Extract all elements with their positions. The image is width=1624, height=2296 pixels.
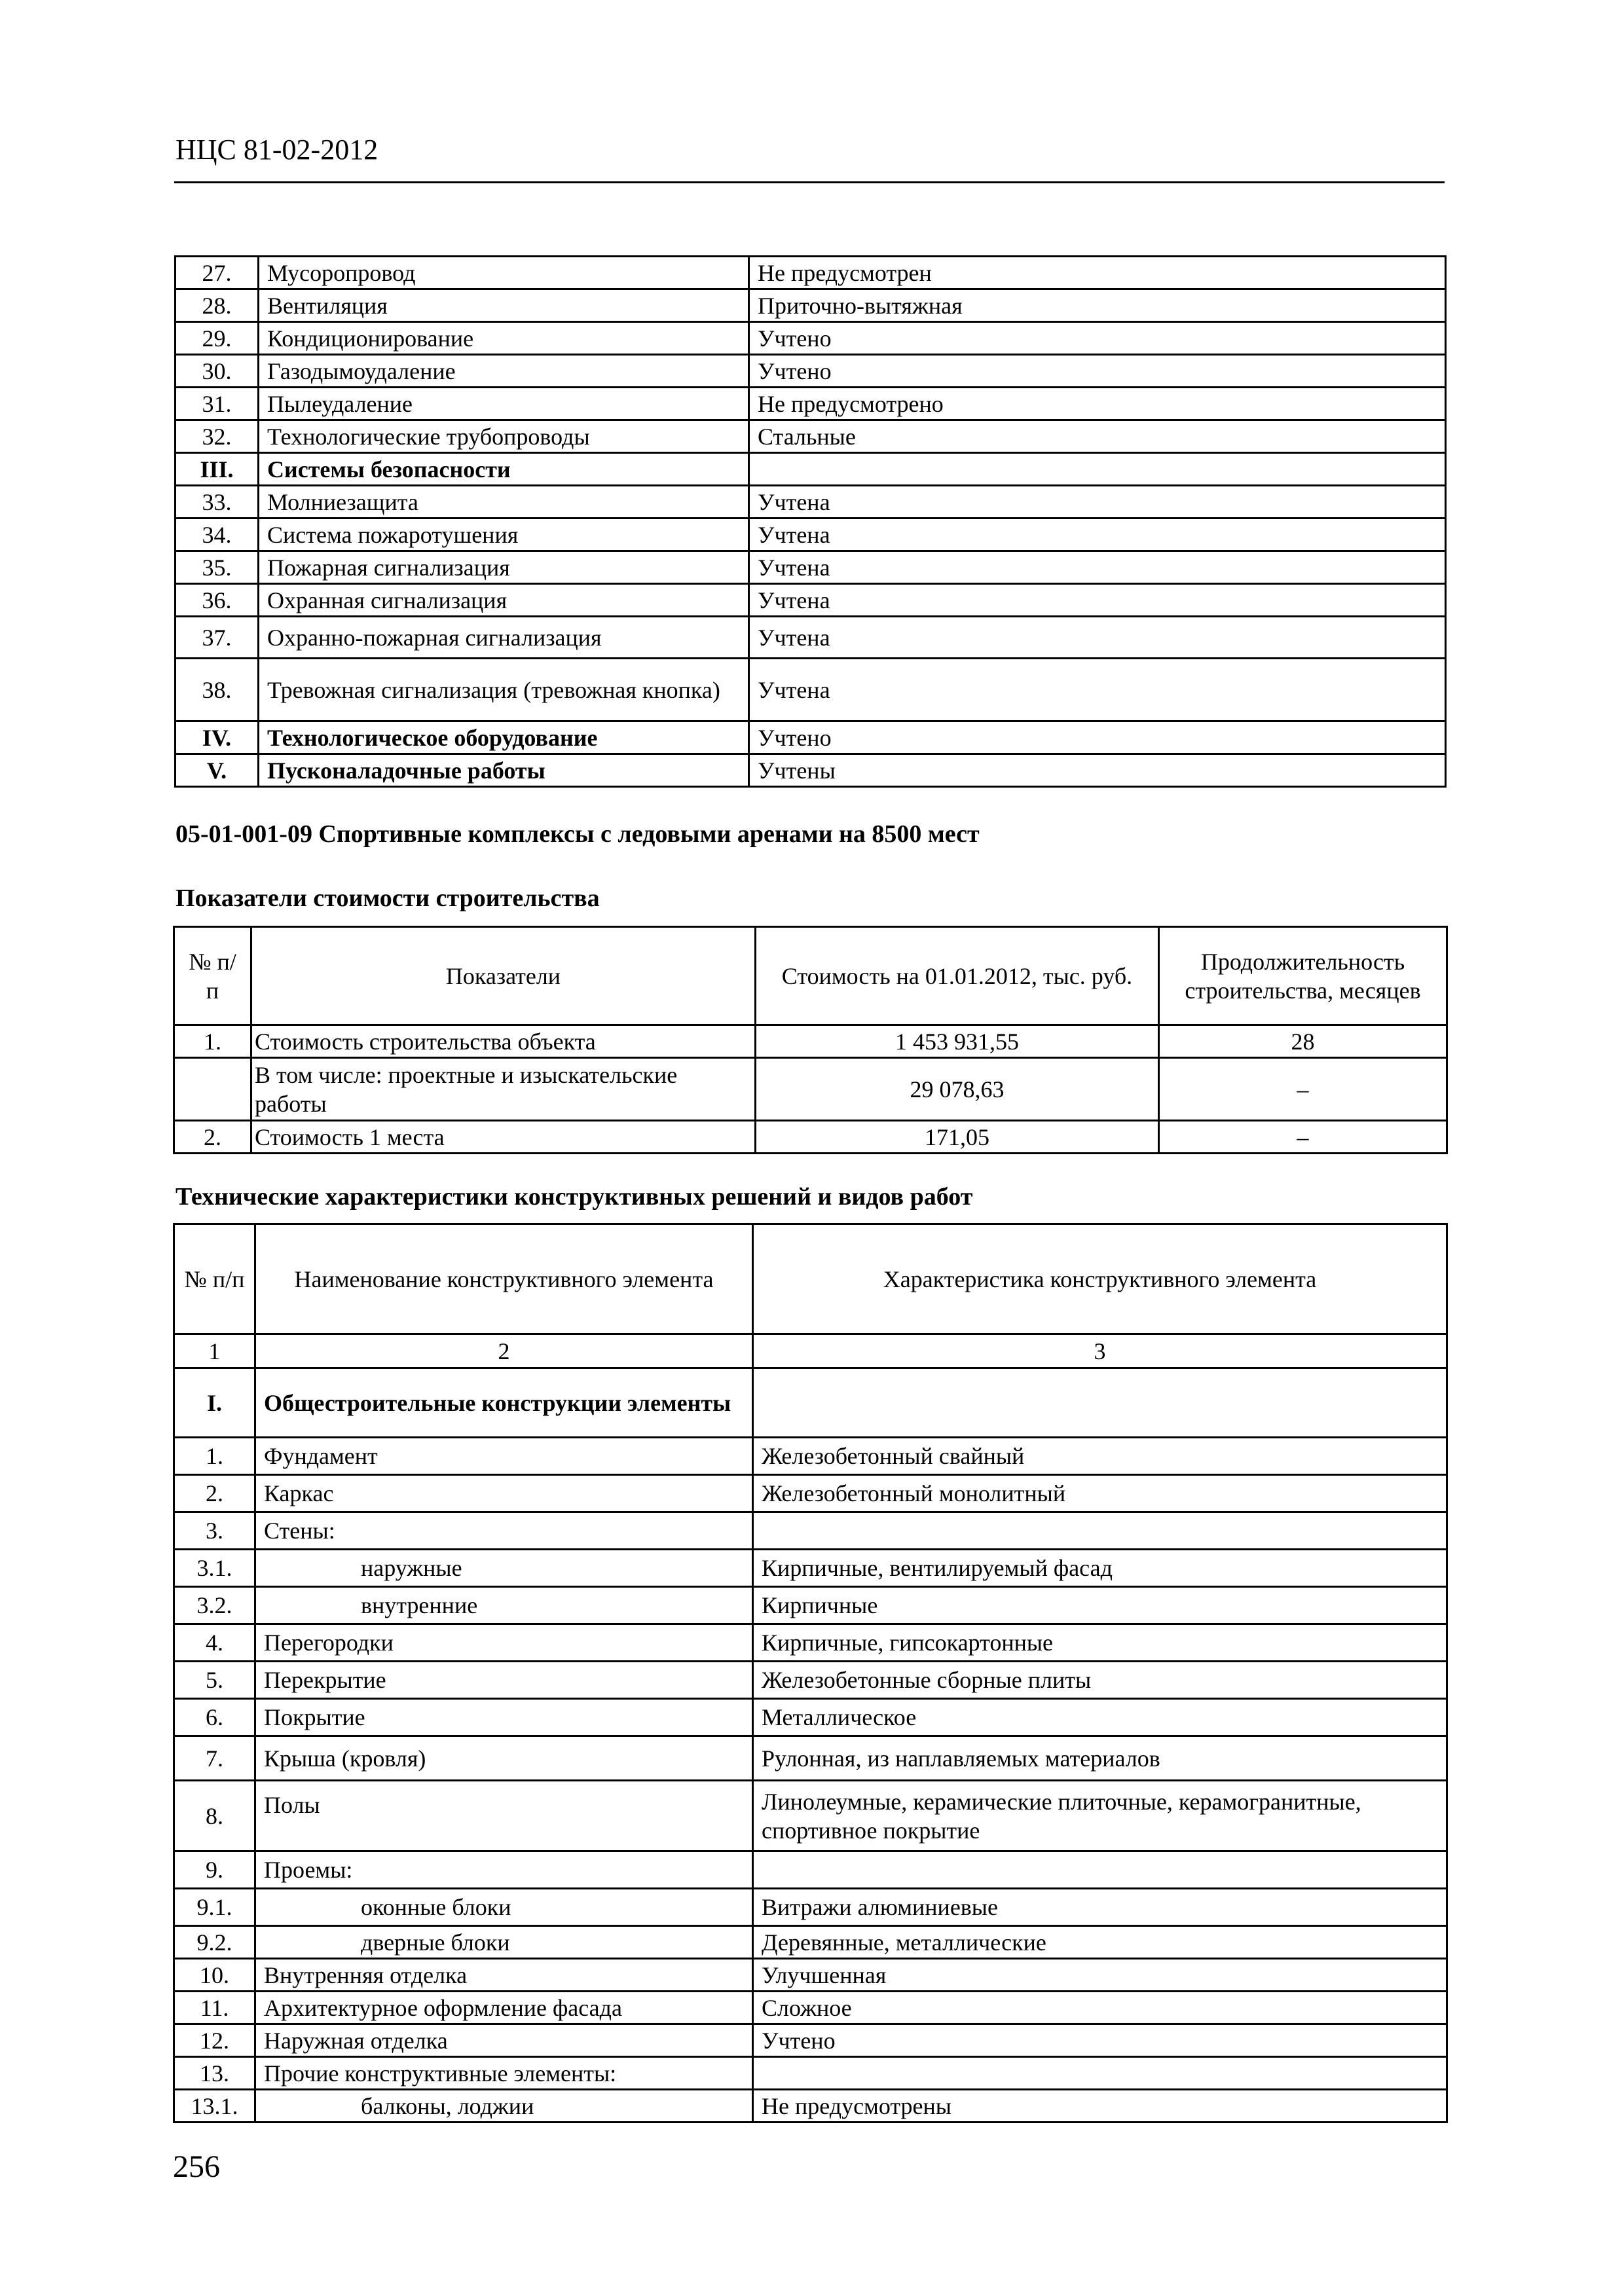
- row-name: Пожарная сигнализация: [259, 551, 749, 584]
- table-header-row: [174, 927, 1447, 1025]
- row-name: Тревожная сигнализация (тревожная кнопка): [259, 659, 749, 721]
- table-row: [174, 1851, 1447, 1889]
- table-row: [174, 2057, 1447, 2090]
- row-cost: 29 078,63: [756, 1058, 1159, 1121]
- row-name: Покрытие: [255, 1699, 753, 1736]
- row-name: Стены:: [255, 1512, 753, 1550]
- row-number: 29.: [175, 322, 259, 355]
- row-value: Не предусмотрен: [749, 257, 1446, 289]
- page-number: 256: [173, 2149, 220, 2184]
- row-number: 13.1.: [174, 2090, 255, 2123]
- row-value: Приточно-вытяжная: [749, 289, 1446, 322]
- row-name: Полы: [255, 1781, 753, 1851]
- row-value: Учтена: [749, 519, 1446, 551]
- table-row: [174, 1781, 1447, 1851]
- document-code: НЦС 81-02-2012: [175, 134, 378, 166]
- row-name: Наружная отделка: [255, 2024, 753, 2057]
- row-value: Железобетонный свайный: [753, 1438, 1447, 1475]
- row-value: Рулонная, из наплавляемых материалов: [753, 1736, 1447, 1781]
- table-header-row: [174, 1224, 1447, 1334]
- row-number: 3.2.: [174, 1587, 255, 1624]
- row-name: Стоимость 1 места: [251, 1121, 756, 1154]
- row-name: Охранно-пожарная сигнализация: [259, 617, 749, 659]
- row-number: 33.: [175, 486, 259, 519]
- row-number: IV.: [175, 721, 259, 754]
- tech-section-heading: Технические характеристики конструктивных решений и видов работ: [175, 1183, 973, 1211]
- row-value: Витражи алюминиевые: [753, 1889, 1447, 1926]
- row-number: 13.: [174, 2057, 255, 2090]
- row-number: 28.: [175, 289, 259, 322]
- row-number: 3.: [174, 1512, 255, 1550]
- row-value: Деревянные, металлические: [753, 1926, 1447, 1959]
- table-row: [175, 355, 1446, 388]
- table-row: [174, 2024, 1447, 2057]
- row-value: Кирпичные, гипсокартонные: [753, 1624, 1447, 1662]
- row-value: Учтено: [749, 355, 1446, 388]
- row-name: Стоимость строительства объекта: [251, 1025, 756, 1058]
- table-row: [174, 1926, 1447, 1959]
- row-value: Стальные: [749, 420, 1446, 453]
- row-number: 30.: [175, 355, 259, 388]
- col-header-number: № п/п: [174, 1224, 255, 1334]
- row-duration: –: [1159, 1121, 1447, 1154]
- row-number: 38.: [175, 659, 259, 721]
- table-row: [174, 1438, 1447, 1475]
- table-row: [175, 486, 1446, 519]
- cost-section-heading: Показатели стоимости строительства: [175, 884, 600, 912]
- row-name: оконные блоки: [255, 1889, 753, 1926]
- row-number: 1.: [174, 1025, 251, 1058]
- row-number: 32.: [175, 420, 259, 453]
- row-name: В том числе: проектные и изыскательские работы: [251, 1058, 756, 1121]
- row-name: балконы, лоджии: [255, 2090, 753, 2123]
- row-name: Пылеудаление: [259, 388, 749, 420]
- row-value: Сложное: [753, 1992, 1447, 2024]
- table-row: [174, 1959, 1447, 1992]
- row-cost: 1 453 931,55: [756, 1025, 1159, 1058]
- row-number: 7.: [174, 1736, 255, 1781]
- row-name: Общестроительные конструкции элементы: [255, 1368, 753, 1438]
- row-number: III.: [175, 453, 259, 486]
- row-value: Железобетонные сборные плиты: [753, 1662, 1447, 1699]
- row-value: Металлическое: [753, 1699, 1447, 1736]
- table-row: [175, 551, 1446, 584]
- row-name: Технологические трубопроводы: [259, 420, 749, 453]
- row-name: Прочие конструктивные элементы:: [255, 2057, 753, 2090]
- technical-characteristics-table: [173, 1223, 1448, 2123]
- row-number: 9.1.: [174, 1889, 255, 1926]
- column-numbers-row: [174, 1334, 1447, 1368]
- row-name: Пусконаладочные работы: [259, 754, 749, 787]
- row-name: Технологическое оборудование: [259, 721, 749, 754]
- section-row: [174, 1368, 1447, 1438]
- table-row: [174, 1550, 1447, 1587]
- row-number: 31.: [175, 388, 259, 420]
- table-row: [175, 289, 1446, 322]
- table-row: [174, 1736, 1447, 1781]
- table-row: [174, 1662, 1447, 1699]
- row-value: [753, 1368, 1447, 1438]
- table-row: [175, 659, 1446, 721]
- row-name: наружные: [255, 1550, 753, 1587]
- row-name: Каркас: [255, 1475, 753, 1512]
- row-number: 9.: [174, 1851, 255, 1889]
- row-value: [753, 1851, 1447, 1889]
- table-row: [175, 420, 1446, 453]
- row-name: дверные блоки: [255, 1926, 753, 1959]
- table-row: [174, 1587, 1447, 1624]
- row-name: Проемы:: [255, 1851, 753, 1889]
- table-row: [174, 1121, 1447, 1154]
- row-name: Газодымоудаление: [259, 355, 749, 388]
- table-row: [174, 1624, 1447, 1662]
- engineering-systems-table-continued: [174, 255, 1447, 788]
- row-value: Не предусмотрено: [749, 388, 1446, 420]
- row-value: Не предусмотрены: [753, 2090, 1447, 2123]
- row-name: Охранная сигнализация: [259, 584, 749, 617]
- table-row: [174, 1025, 1447, 1058]
- cost-indicators-table: [173, 926, 1448, 1154]
- table-row: [175, 519, 1446, 551]
- row-name: внутренние: [255, 1587, 753, 1624]
- table-row: [174, 1512, 1447, 1550]
- col-number-3: 3: [753, 1334, 1447, 1368]
- col-header-indicator: Показатели: [251, 927, 756, 1025]
- row-value: Учтены: [749, 754, 1446, 787]
- row-duration: 28: [1159, 1025, 1447, 1058]
- row-value: Кирпичные: [753, 1587, 1447, 1624]
- row-name: Вентиляция: [259, 289, 749, 322]
- col-number-2: 2: [255, 1334, 753, 1368]
- table-row: [174, 2090, 1447, 2123]
- row-number: 10.: [174, 1959, 255, 1992]
- col-header-cost: Стоимость на 01.01.2012, тыс. руб.: [756, 927, 1159, 1025]
- section-row: [175, 754, 1446, 787]
- page-header: [174, 128, 1445, 183]
- row-value: Учтена: [749, 659, 1446, 721]
- row-value: [749, 453, 1446, 486]
- section-row: [175, 721, 1446, 754]
- row-number: 37.: [175, 617, 259, 659]
- row-value: Учтена: [749, 551, 1446, 584]
- row-number: 1.: [174, 1438, 255, 1475]
- row-number: 34.: [175, 519, 259, 551]
- row-value: [753, 1512, 1447, 1550]
- row-value: Учтено: [749, 322, 1446, 355]
- row-number: 12.: [174, 2024, 255, 2057]
- row-number: 4.: [174, 1624, 255, 1662]
- row-number: 11.: [174, 1992, 255, 2024]
- row-name: Фундамент: [255, 1438, 753, 1475]
- row-value: Линолеумные, керамические плиточные, керамогранитные, спортивное покрытие: [753, 1781, 1447, 1851]
- row-name: Крыша (кровля): [255, 1736, 753, 1781]
- row-number: 9.2.: [174, 1926, 255, 1959]
- row-number: I.: [174, 1368, 255, 1438]
- col-header-element-name: Наименование конструктивного элемента: [255, 1224, 753, 1334]
- section-row: [175, 453, 1446, 486]
- row-value: Кирпичные, вентилируемый фасад: [753, 1550, 1447, 1587]
- row-value: Улучшенная: [753, 1959, 1447, 1992]
- table-row: [174, 1475, 1447, 1512]
- row-number: 3.1.: [174, 1550, 255, 1587]
- row-name: Архитектурное оформление фасада: [255, 1992, 753, 2024]
- table-row: [174, 1992, 1447, 2024]
- row-name: Кондиционирование: [259, 322, 749, 355]
- row-value: [753, 2057, 1447, 2090]
- row-name: Системы безопасности: [259, 453, 749, 486]
- col-header-duration: Продолжительность строительства, месяцев: [1159, 927, 1447, 1025]
- row-value: Учтено: [749, 721, 1446, 754]
- row-number: V.: [175, 754, 259, 787]
- table-row: [175, 388, 1446, 420]
- row-number: 2.: [174, 1121, 251, 1154]
- object-heading: 05-01-001-09 Спортивные комплексы с ледовыми аренами на 8500 мест: [175, 820, 980, 848]
- row-value: Железобетонный монолитный: [753, 1475, 1447, 1512]
- row-number: 5.: [174, 1662, 255, 1699]
- table-row: [175, 322, 1446, 355]
- col-header-characteristic: Характеристика конструктивного элемента: [753, 1224, 1447, 1334]
- row-number: [174, 1058, 251, 1121]
- col-header-number: № п/п: [174, 927, 251, 1025]
- table-row: [174, 1699, 1447, 1736]
- row-name: Внутренняя отделка: [255, 1959, 753, 1992]
- row-number: 2.: [174, 1475, 255, 1512]
- table-row: [174, 1889, 1447, 1926]
- row-value: Учтено: [753, 2024, 1447, 2057]
- row-value: Учтена: [749, 617, 1446, 659]
- row-duration: –: [1159, 1058, 1447, 1121]
- table-row: [175, 257, 1446, 289]
- row-value: Учтена: [749, 584, 1446, 617]
- row-name: Мусоропровод: [259, 257, 749, 289]
- table-row: [174, 1058, 1447, 1121]
- row-number: 35.: [175, 551, 259, 584]
- row-cost: 171,05: [756, 1121, 1159, 1154]
- row-number: 27.: [175, 257, 259, 289]
- row-name: Система пожаротушения: [259, 519, 749, 551]
- row-name: Перегородки: [255, 1624, 753, 1662]
- row-name: Молниезащита: [259, 486, 749, 519]
- table-row: [175, 584, 1446, 617]
- table-row: [175, 617, 1446, 659]
- row-number: 36.: [175, 584, 259, 617]
- row-number: 8.: [174, 1781, 255, 1851]
- row-name: Перекрытие: [255, 1662, 753, 1699]
- row-number: 6.: [174, 1699, 255, 1736]
- row-value: Учтена: [749, 486, 1446, 519]
- col-number-1: 1: [174, 1334, 255, 1368]
